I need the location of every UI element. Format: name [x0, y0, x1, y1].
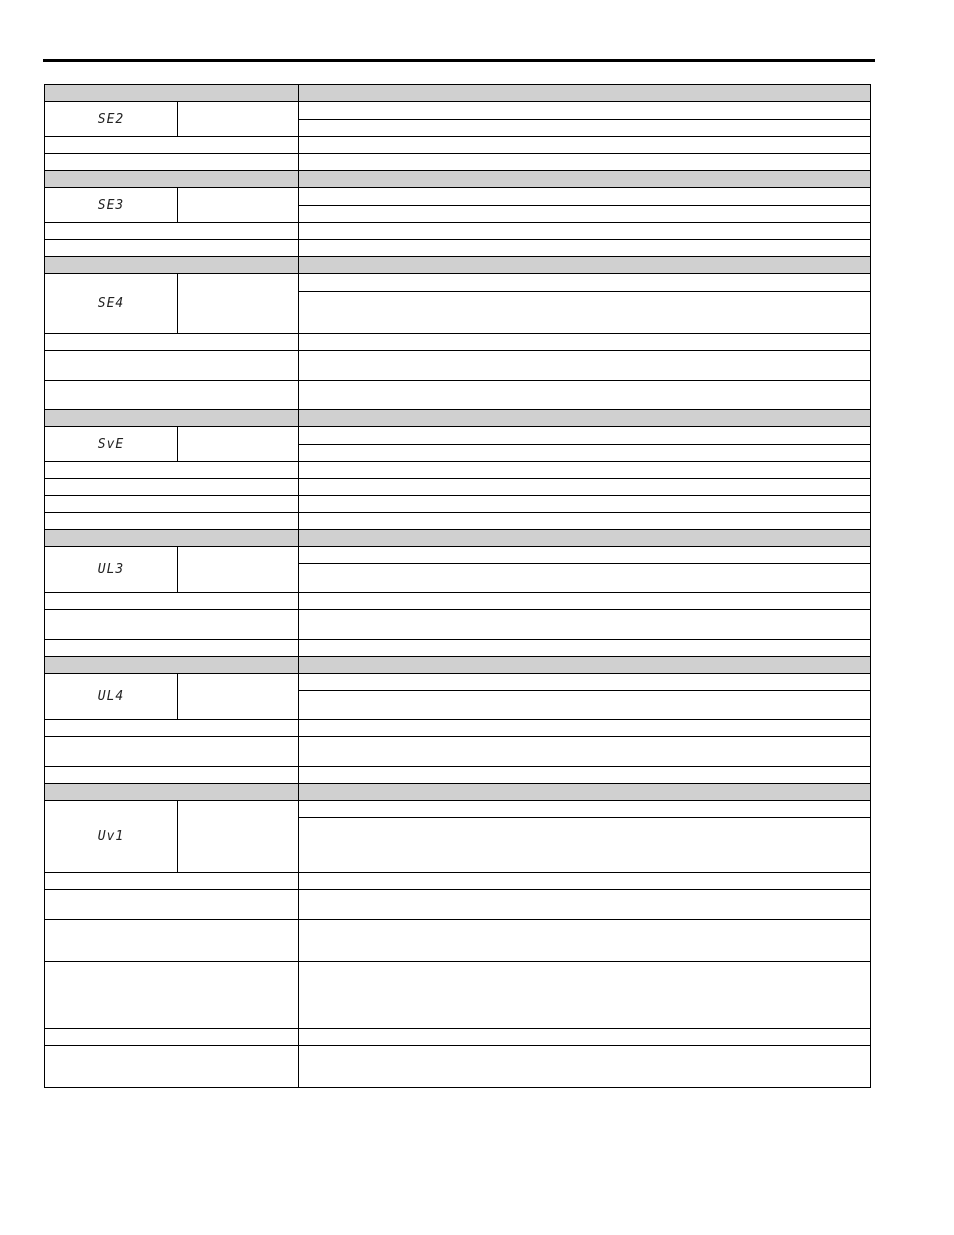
fault-code-row [45, 188, 871, 206]
solution-cell [299, 381, 871, 410]
solution-cell [299, 1046, 871, 1088]
fault-detail-cell [299, 445, 871, 462]
digital-operator-display-cell [45, 427, 178, 462]
cause-solution-row [45, 154, 871, 171]
solution-cell [299, 154, 871, 171]
cause-solution-row [45, 640, 871, 657]
solution-cell [299, 479, 871, 496]
header-name-cell [299, 784, 871, 801]
fault-detail-cell [299, 691, 871, 720]
cause-solution-row [45, 462, 871, 479]
cause-solution-row [45, 737, 871, 767]
fault-code-row [45, 547, 871, 564]
cause-solution-row [45, 334, 871, 351]
cause-cell [45, 154, 299, 171]
header-name-cell [299, 410, 871, 427]
fault-name-cell [178, 102, 299, 137]
solution-cell [299, 610, 871, 640]
cause-solution-row [45, 496, 871, 513]
cause-solution-row [45, 137, 871, 154]
fault-code-display: SE4 [97, 296, 125, 311]
cause-solution-row [45, 513, 871, 530]
cause-cell [45, 873, 299, 890]
cause-cell [45, 593, 299, 610]
cause-cell [45, 1029, 299, 1046]
solution-cell [299, 240, 871, 257]
fault-section-header [45, 257, 871, 274]
cause-solution-row [45, 720, 871, 737]
fault-table-body [45, 85, 871, 1088]
fault-name-cell [178, 188, 299, 223]
fault-code-display: Uv1 [97, 829, 125, 844]
fault-code-display: SE3 [97, 197, 125, 213]
cause-cell [45, 920, 299, 962]
fault-code-display: UL3 [97, 562, 125, 577]
header-label-cell [45, 410, 299, 427]
cause-cell [45, 767, 299, 784]
cause-solution-row [45, 351, 871, 381]
cause-solution-row [45, 381, 871, 410]
cause-solution-row [45, 767, 871, 784]
cause-cell [45, 890, 299, 920]
header-label-cell [45, 171, 299, 188]
cause-cell [45, 351, 299, 381]
fault-section-header [45, 530, 871, 547]
solution-cell [299, 640, 871, 657]
fault-name-cell [178, 674, 299, 720]
fault-description-cell [299, 801, 871, 818]
fault-code-display: UL4 [97, 689, 125, 704]
header-name-cell [299, 657, 871, 674]
cause-cell [45, 513, 299, 530]
cause-cell [45, 137, 299, 154]
top-rule [43, 59, 875, 62]
cause-cell [45, 240, 299, 257]
cause-solution-row [45, 890, 871, 920]
solution-cell [299, 137, 871, 154]
digital-operator-display-cell [45, 801, 178, 873]
solution-cell [299, 767, 871, 784]
fault-section-header [45, 657, 871, 674]
cause-cell [45, 640, 299, 657]
header-label-cell [45, 530, 299, 547]
header-name-cell [299, 530, 871, 547]
solution-cell [299, 920, 871, 962]
fault-name-cell [178, 274, 299, 334]
digital-operator-display-cell [45, 274, 178, 334]
solution-cell [299, 496, 871, 513]
solution-cell [299, 334, 871, 351]
cause-cell [45, 496, 299, 513]
fault-section-header [45, 410, 871, 427]
header-label-cell [45, 85, 299, 102]
solution-cell [299, 351, 871, 381]
cause-cell [45, 962, 299, 1029]
digital-operator-display-cell [45, 102, 178, 137]
digital-operator-display-cell [45, 547, 178, 593]
cause-solution-row [45, 479, 871, 496]
fault-name-cell [178, 801, 299, 873]
fault-code-row [45, 274, 871, 292]
digital-operator-display-cell [45, 188, 178, 223]
cause-solution-row [45, 873, 871, 890]
fault-detail-cell [299, 564, 871, 593]
fault-description-cell [299, 188, 871, 206]
solution-cell [299, 962, 871, 1029]
cause-cell [45, 462, 299, 479]
fault-detail-cell [299, 818, 871, 873]
fault-detail-cell [299, 292, 871, 334]
cause-solution-row [45, 240, 871, 257]
solution-cell [299, 1029, 871, 1046]
header-label-cell [45, 257, 299, 274]
cause-solution-row [45, 920, 871, 962]
solution-cell [299, 873, 871, 890]
fault-description-cell [299, 102, 871, 120]
solution-cell [299, 737, 871, 767]
cause-solution-row [45, 1046, 871, 1088]
fault-detail-cell [299, 120, 871, 137]
solution-cell [299, 720, 871, 737]
cause-cell [45, 479, 299, 496]
fault-name-cell [178, 547, 299, 593]
fault-name-cell [178, 427, 299, 462]
cause-cell [45, 223, 299, 240]
solution-cell [299, 890, 871, 920]
cause-solution-row [45, 1029, 871, 1046]
fault-code-row [45, 801, 871, 818]
cause-cell [45, 1046, 299, 1088]
cause-cell [45, 381, 299, 410]
fault-code-display: SE2 [97, 111, 125, 127]
fault-description-cell [299, 674, 871, 691]
fault-section-header [45, 85, 871, 102]
cause-solution-row [45, 593, 871, 610]
cause-cell [45, 334, 299, 351]
solution-cell [299, 462, 871, 479]
fault-description-cell [299, 427, 871, 445]
solution-cell [299, 513, 871, 530]
fault-code-row [45, 102, 871, 120]
cause-cell [45, 610, 299, 640]
cause-cell [45, 737, 299, 767]
fault-table [44, 84, 871, 1088]
fault-description-cell [299, 274, 871, 292]
fault-section-header [45, 171, 871, 188]
fault-section-header [45, 784, 871, 801]
header-label-cell [45, 657, 299, 674]
fault-code-row [45, 674, 871, 691]
fault-code-display: SvE [97, 436, 125, 452]
solution-cell [299, 223, 871, 240]
fault-detail-cell [299, 206, 871, 223]
header-name-cell [299, 85, 871, 102]
fault-code-row [45, 427, 871, 445]
header-name-cell [299, 257, 871, 274]
header-name-cell [299, 171, 871, 188]
fault-description-cell [299, 547, 871, 564]
cause-cell [45, 720, 299, 737]
solution-cell [299, 593, 871, 610]
header-label-cell [45, 784, 299, 801]
cause-solution-row [45, 223, 871, 240]
digital-operator-display-cell [45, 674, 178, 720]
cause-solution-row [45, 610, 871, 640]
cause-solution-row [45, 962, 871, 1029]
